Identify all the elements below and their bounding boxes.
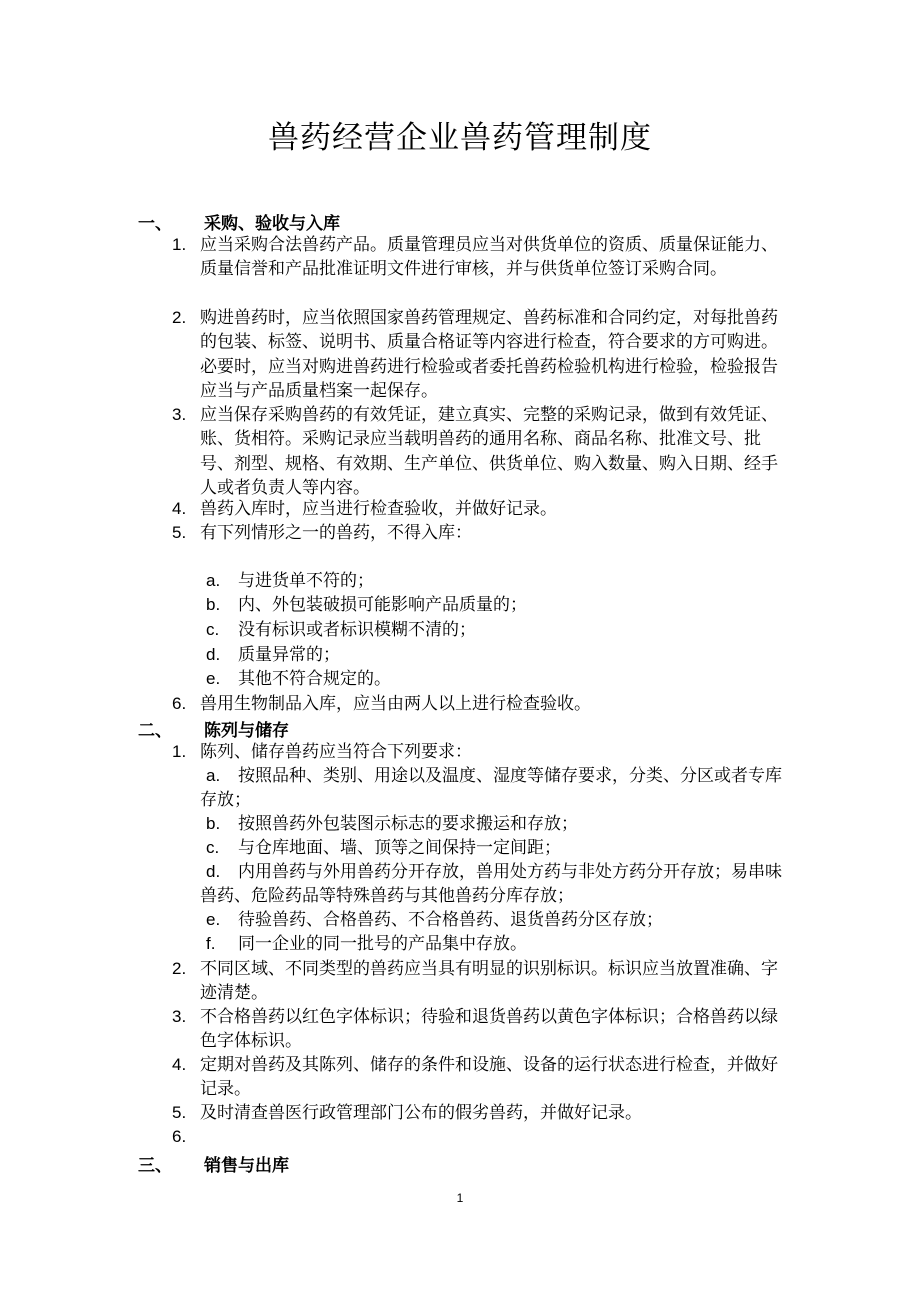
item-text: 待验兽药、合格兽药、不合格兽药、退货兽药分区存放； (238, 910, 663, 930)
sub-list-item (200, 836, 784, 860)
item-marker: d. (206, 862, 221, 881)
list-item (172, 692, 784, 716)
item-text: 其他不符合规定的。 (238, 669, 391, 689)
page-number: 1 (456, 1191, 464, 1205)
list-item (172, 403, 784, 501)
item-text: 有下列情形之一的兽药，不得入库： (200, 523, 472, 543)
sub-list-item (200, 860, 784, 909)
section-heading (138, 209, 340, 234)
item-marker: 6. (172, 694, 187, 713)
list-item (172, 740, 784, 764)
item-text: 定期对兽药及其陈列、储存的条件和设施、设备的运行状态进行检查，并做好记录。 (200, 1055, 778, 1100)
sub-list-item (200, 643, 784, 667)
list-item (172, 1005, 784, 1054)
section-heading (138, 716, 289, 741)
item-text: 与仓库地面、墙、顶等之间保持一定间距； (238, 838, 561, 858)
item-marker: 6. (172, 1127, 187, 1146)
list-item (172, 233, 784, 282)
item-marker: 4. (172, 499, 187, 518)
item-text: 陈列、储存兽药应当符合下列要求： (200, 742, 472, 762)
item-text: 内、外包装破损可能影响产品质量的； (238, 595, 527, 615)
item-text: 不同区域、不同类型的兽药应当具有明显的识别标识。标识应当放置准确、字迹清楚。 (200, 959, 778, 1004)
item-text: 同一企业的同一批号的产品集中存放。 (238, 934, 527, 954)
list-item (172, 306, 784, 404)
item-marker: a. (206, 766, 221, 785)
list-item (172, 1101, 784, 1125)
item-text: 按照品种、类别、用途以及温度、湿度等储存要求，分类、分区或者专库存放； (200, 766, 782, 811)
item-marker: 3. (172, 1007, 187, 1026)
item-text: 不合格兽药以红色字体标识；待验和退货兽药以黄色字体标识；合格兽药以绿色字体标识。 (200, 1007, 778, 1052)
item-marker: 1. (172, 235, 187, 254)
item-marker: 5. (172, 1103, 187, 1122)
item-marker: 3. (172, 405, 187, 424)
section-title: 销售与出库 (204, 1156, 289, 1176)
item-marker: c. (206, 620, 220, 639)
sub-list-item (200, 618, 784, 642)
sub-list-item (200, 932, 784, 956)
section-number: 一、 (138, 214, 172, 234)
sub-list-item (200, 569, 784, 593)
sub-list-item (200, 764, 784, 813)
item-marker: c. (206, 838, 220, 857)
item-marker: 4. (172, 1055, 187, 1074)
item-text: 质量异常的； (238, 645, 340, 665)
item-marker: e. (206, 910, 221, 929)
item-text: 购进兽药时，应当依照国家兽药管理规定、兽药标准和合同约定，对每批兽药的包装、标签、说明书、质量合格证等内容进行检查，符合要求的方可购进。必要时，应当对购进兽药进行检验或者委托兽药检验机构进行检验，检验报告应当与产品质量档案一起保存。 (200, 308, 778, 402)
item-marker: 2. (172, 308, 187, 327)
sub-list-item (200, 908, 784, 932)
item-marker: 5. (172, 523, 187, 542)
section-number: 二、 (138, 721, 172, 741)
item-text: 应当保存采购兽药的有效凭证，建立真实、完整的采购记录，做到有效凭证、账、货相符。采购记录应当载明兽药的通用名称、商品名称、批准文号、批号、剂型、规格、有效期、生产单位、供货单位、购入数量、购入日期、经手人或者负责人等内容。 (200, 405, 778, 499)
item-marker: e. (206, 669, 221, 688)
section-title: 陈列与储存 (204, 721, 289, 741)
section-heading (138, 1151, 289, 1176)
item-text: 应当采购合法兽药产品。质量管理员应当对供货单位的资质、质量保证能力、质量信誉和产品批准证明文件进行审核，并与供货单位签订采购合同。 (200, 235, 778, 280)
item-marker: 1. (172, 742, 187, 761)
item-text: 兽用生物制品入库，应当由两人以上进行检查验收。 (200, 694, 591, 714)
item-marker: d. (206, 645, 221, 664)
item-text: 与进货单不符的； (238, 571, 374, 591)
sub-list-item (200, 593, 784, 617)
item-marker: f. (206, 934, 216, 953)
item-marker: a. (206, 571, 221, 590)
section-number: 三、 (138, 1156, 172, 1176)
document-title: 兽药经营企业兽药管理制度 (268, 120, 652, 156)
item-text: 及时清查兽医行政管理部门公布的假劣兽药，并做好记录。 (200, 1103, 642, 1123)
item-text: 内用兽药与外用兽药分开存放，兽用处方药与非处方药分开存放；易串味兽药、危险药品等特殊兽药与其他兽药分库存放； (200, 862, 782, 907)
list-item (172, 1053, 784, 1102)
sub-list-item (200, 812, 784, 836)
list-item (172, 497, 784, 521)
section-title: 采购、验收与入库 (204, 214, 340, 234)
list-item (172, 521, 784, 545)
sub-list-item (200, 667, 784, 691)
item-marker: 2. (172, 959, 187, 978)
item-marker: b. (206, 814, 221, 833)
item-marker: b. (206, 595, 221, 614)
item-text: 没有标识或者标识模糊不清的； (238, 620, 476, 640)
list-item (172, 957, 784, 1006)
item-text: 按照兽药外包装图示标志的要求搬运和存放； (238, 814, 578, 834)
item-text: 兽药入库时，应当进行检查验收，并做好记录。 (200, 499, 557, 519)
